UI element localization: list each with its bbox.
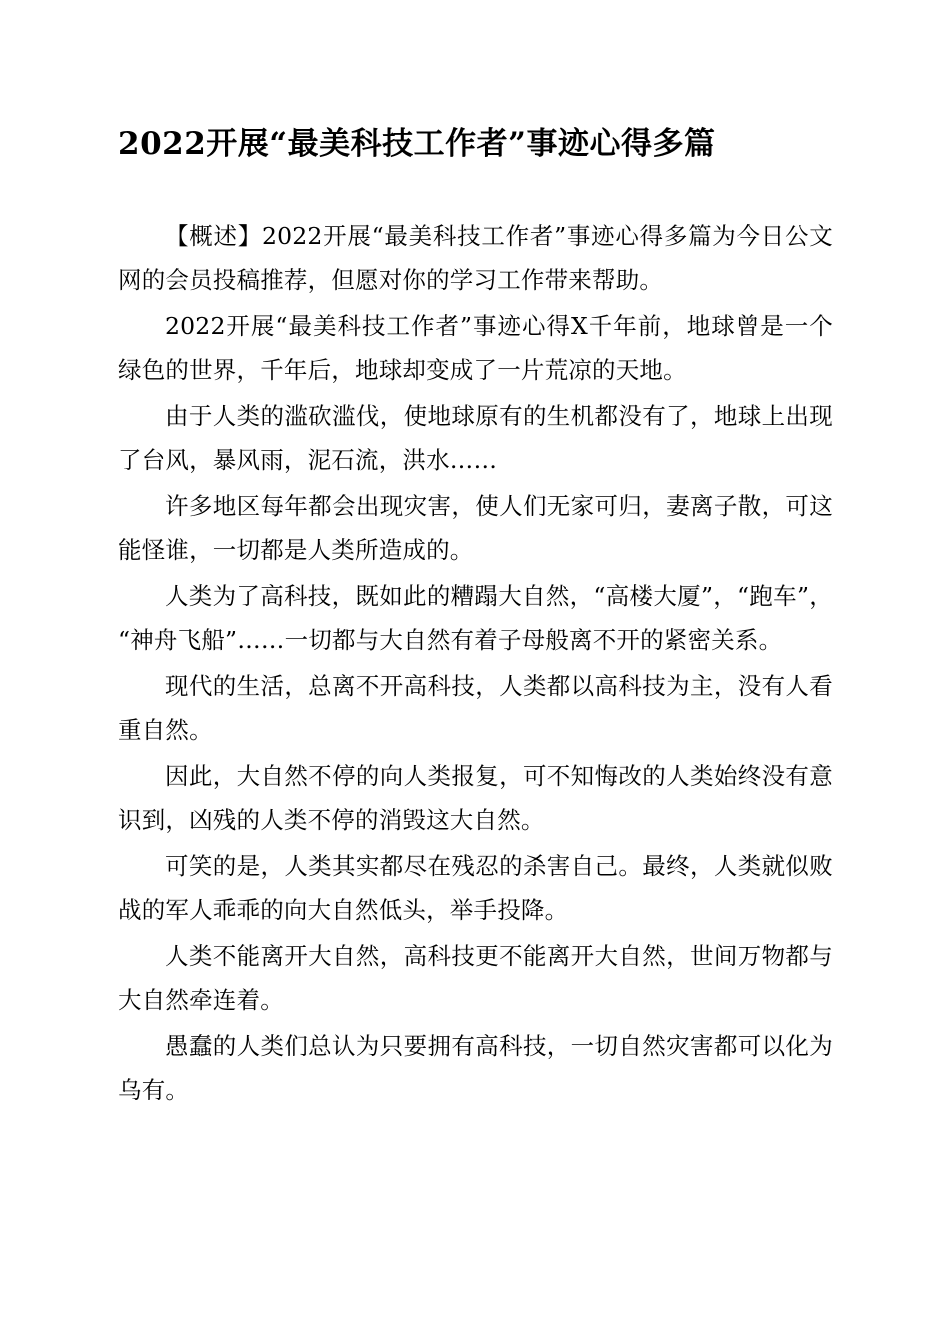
paragraph-4: 人类为了高科技，既如此的糟蹋大自然，“高楼大厦”，“跑车”，“神舟飞船”……一切都与大自然有着子母般离不开的紧密关系。 [118,582,833,654]
paragraph-9: 愚蠢的人类们总认为只要拥有高科技，一切自然灾害都可以化为乌有。 [118,1032,833,1104]
paragraph-8: 人类不能离开大自然，高科技更不能离开大自然，世间万物都与大自然牵连着。 [118,942,833,1014]
paragraph-7: 可笑的是，人类其实都尽在残忍的杀害自己。最终，人类就似败战的军人乖乖的向大自然低头，举手投降。 [118,852,833,924]
paragraph-summary: 【概述】2022开展“最美科技工作者”事迹心得多篇为今日公文网的会员投稿推荐，但愿对你的学习工作带来帮助。 [118,222,833,294]
paragraph-5: 现代的生活，总离不开高科技，人类都以高科技为主，没有人看重自然。 [118,672,833,744]
page-title: 2022开展“最美科技工作者”事迹心得多篇 [118,126,716,162]
paragraph-1: 2022开展“最美科技工作者”事迹心得X千年前，地球曾是一个绿色的世界，千年后，地球却变成了一片荒凉的天地。 [118,312,833,384]
paragraph-3: 许多地区每年都会出现灾害，使人们无家可归，妻离子散，可这能怪谁，一切都是人类所造成的。 [118,492,833,564]
paragraph-2: 由于人类的滥砍滥伐，使地球原有的生机都没有了，地球上出现了台风，暴风雨，泥石流，洪水…… [118,402,833,474]
paragraph-6: 因此，大自然不停的向人类报复，可不知悔改的人类始终没有意识到，凶残的人类不停的消毁这大自然。 [118,762,833,834]
document-body [118,120,833,1114]
